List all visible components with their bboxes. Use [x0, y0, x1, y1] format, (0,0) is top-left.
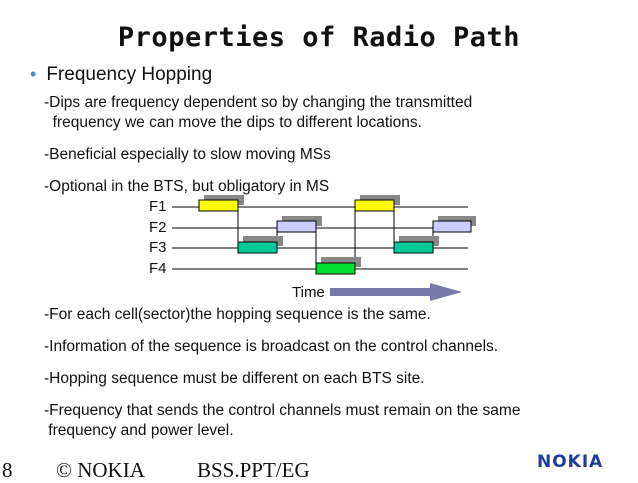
text-line-optional: -Optional in the BTS, but obligatory in MS [44, 178, 330, 195]
label-f1: F1 [149, 198, 167, 215]
slot-f4-1 [316, 263, 355, 274]
time-arrow-icon [330, 283, 462, 301]
slot-f3-2 [394, 242, 433, 253]
text-line-dips-2: frequency we can move the dips to different locations. [44, 114, 422, 131]
slot-f1-1 [199, 200, 238, 211]
text-line-different-site: -Hopping sequence must be different on each BTS site. [44, 370, 425, 387]
text-line-dips-1: -Dips are frequency dependent so by changing the transmitted [44, 94, 473, 111]
slot-f3-1 [238, 242, 277, 253]
slide-title: Properties of Radio Path [117, 22, 521, 53]
footer-copyright: © NOKIA [56, 458, 145, 482]
slot-f2-2 [433, 221, 471, 232]
text-line-sequence-same: -For each cell(sector)the hopping sequence is the same. [44, 306, 431, 323]
bullet-dot-icon: • [30, 64, 37, 84]
label-f3: F3 [149, 239, 167, 256]
nokia-logo: NOKIA [537, 452, 604, 472]
slot-f1-2 [355, 200, 394, 211]
label-f4: F4 [149, 260, 167, 277]
text-line-control-channel-2: frequency and power level. [44, 422, 234, 439]
label-f2: F2 [149, 219, 167, 236]
footer-page-number: 8 [2, 458, 13, 482]
text-line-control-channel-1: -Frequency that sends the control channels must remain on the same [44, 402, 521, 419]
text-line-slow-ms: -Beneficial especially to slow moving MSs [44, 146, 331, 163]
text-line-broadcast: -Information of the sequence is broadcast on the control channels. [44, 338, 499, 355]
label-time: Time [292, 284, 325, 301]
slot-f2-1 [277, 221, 316, 232]
footer-doc-id: BSS.PPT/EG [197, 458, 310, 482]
bullet-label: Frequency Hopping [46, 64, 213, 85]
